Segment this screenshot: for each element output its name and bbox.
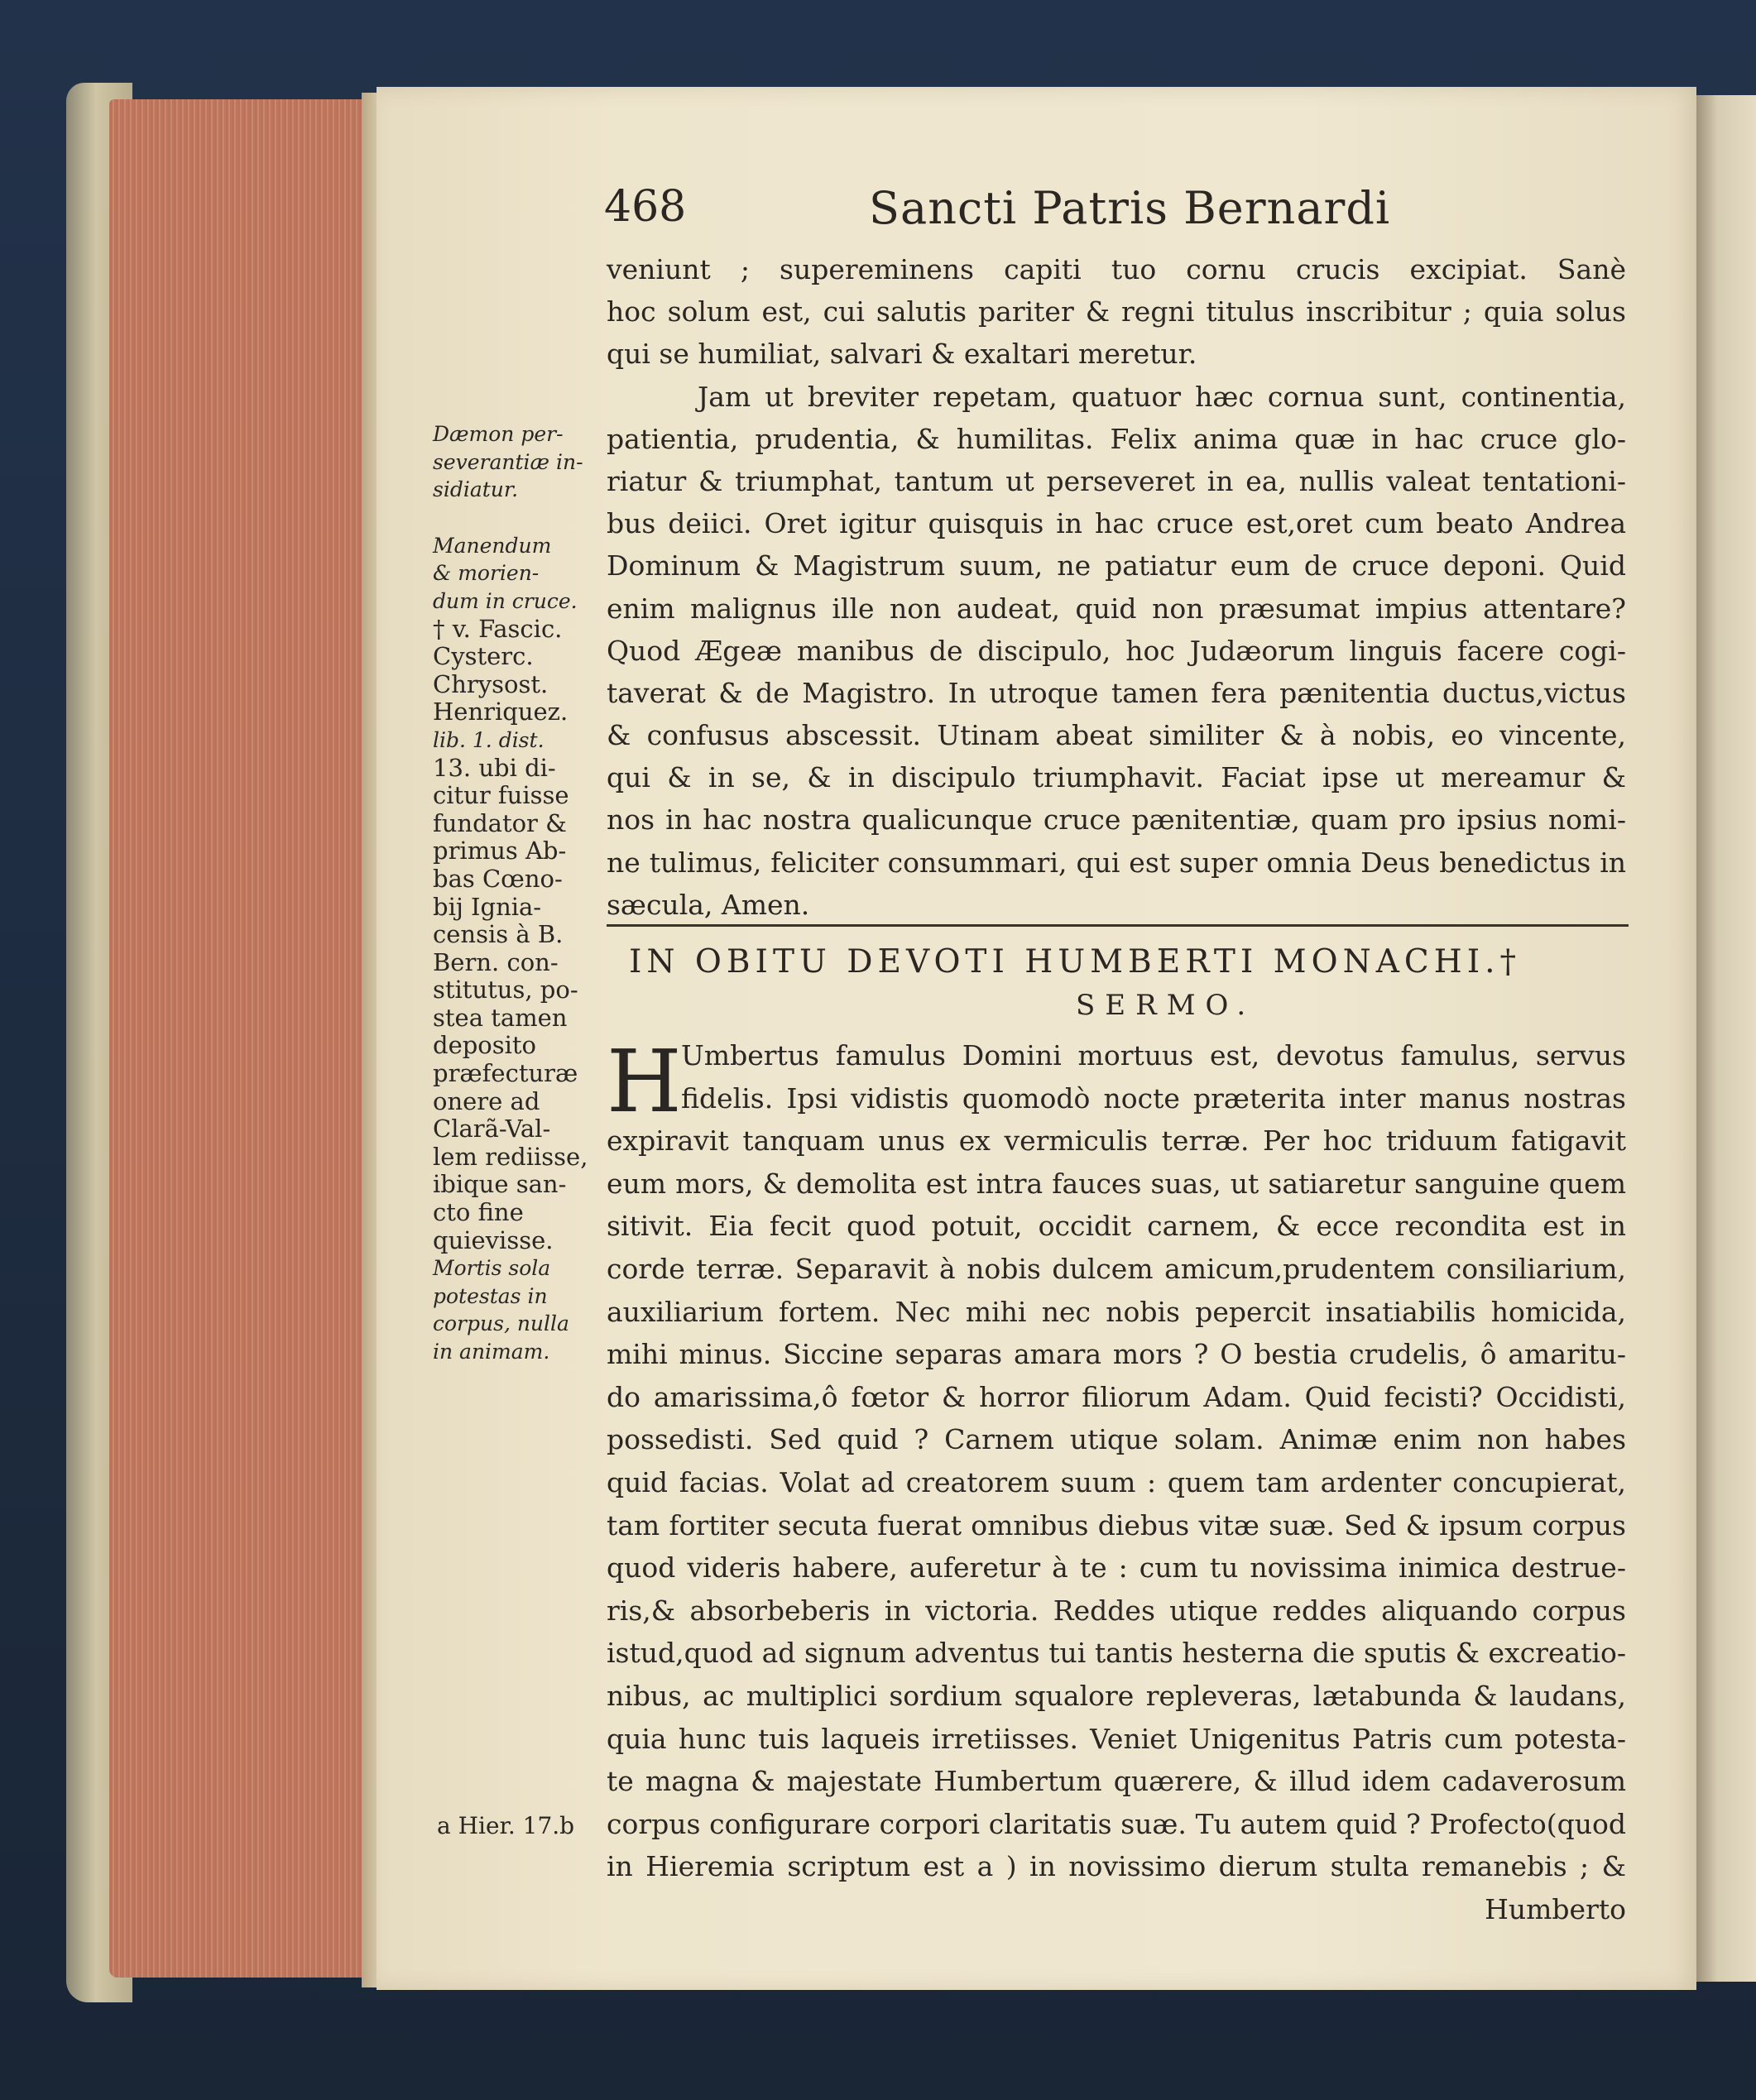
section-heading: IN OBITU DEVOTI HUMBERTI MONACHI.† xyxy=(629,943,1522,980)
margin-note-line: Cysterc. xyxy=(433,642,534,671)
text-line: expiravit tanquam unus ex vermiculis terræ. Per hoc triduum fatigavit xyxy=(607,1124,1626,1158)
text-line: Umbertus famulus Domini mortuus est, devotus famulus, servus xyxy=(681,1039,1626,1072)
margin-note-line: Henriquez. xyxy=(433,698,569,726)
drop-cap: H xyxy=(607,1031,682,1132)
margin-note-line: Dæmon per- xyxy=(433,422,564,446)
margin-note-line: Mortis sola xyxy=(433,1256,551,1281)
text-line: quid facias. Volat ad creatorem suum : quem tam ardenter concupierat, xyxy=(607,1465,1626,1498)
text-line: fidelis. Ipsi vidistis quomodò nocte præterita inter manus nostras xyxy=(681,1081,1626,1115)
margin-note-line: & morien- xyxy=(433,561,540,586)
margin-note-line: lem rediisse, xyxy=(433,1142,588,1171)
text-line: Dominum & Magistrum suum, ne patiatur eum de cruce deponi. Quid xyxy=(607,549,1626,583)
text-line: qui se humiliat, salvari & exaltari meretur. xyxy=(607,338,1197,371)
page-number: 468 xyxy=(604,182,687,232)
margin-note-line: censis à B. xyxy=(433,920,564,949)
margin-note-line: sidiatur. xyxy=(433,477,519,502)
next-page-edge xyxy=(1696,95,1756,1982)
text-line: ris,& absorbeberis in victoria. Reddes utique reddes aliquando corpus xyxy=(607,1594,1626,1627)
text-line: tam fortiter secuta fuerat omnibus diebus vitæ suæ. Sed & ipsum corpus xyxy=(607,1508,1626,1541)
text-line: nos in hac nostra qualicunque cruce pænitentiæ, quam pro ipsius nomi- xyxy=(607,803,1626,837)
text-line: corde terræ. Separavit à nobis dulcem amicum,prudentem consiliarium, xyxy=(607,1252,1626,1285)
margin-note-line: ibique san- xyxy=(433,1170,567,1199)
margin-note-line: 13. ubi di- xyxy=(433,753,556,782)
text-line: enim malignus ille non audeat, quid non præsumat impius attentare? xyxy=(607,592,1626,625)
main-text xyxy=(607,248,1626,926)
text-line: corpus configurare corpori claritatis suæ. Tu autem quid ? Profecto(quod xyxy=(607,1807,1626,1840)
section-rule xyxy=(607,924,1629,927)
margin-note-line: quievisse. xyxy=(433,1225,554,1254)
text-line: sitivit. Eia fecit quod potuit, occidit carnem, & ecce recondita est in xyxy=(607,1210,1626,1243)
margin-note-line: Clarã-Val- xyxy=(433,1115,551,1143)
text-line: quod videris habere, auferetur à te : cum tu novissima inimica destrue- xyxy=(607,1551,1626,1585)
text-line: istud,quod ad signum adventus tui tantis hesterna die sputis & excreatio- xyxy=(607,1637,1626,1670)
margin-note-line: bas Cœno- xyxy=(433,864,563,893)
sermon-text xyxy=(607,1031,1626,1930)
margin-note-line: dum in cruce. xyxy=(433,588,578,613)
margin-note-line: stea tamen xyxy=(433,1003,568,1032)
text-line: quia hunc tuis laqueis irretiisses. Veniet Unigenitus Patris cum potesta- xyxy=(607,1722,1626,1755)
margin-note-line: cto fine xyxy=(433,1198,524,1227)
margin-note-line: in animam. xyxy=(433,1340,550,1364)
text-line: in Hieremia scriptum est a ) in novissimo dierum stulta remanebis ; & xyxy=(607,1850,1626,1883)
text-line: taverat & de Magistro. In utroque tamen fera pænitentia ductus,victus xyxy=(607,676,1626,709)
margin-gap xyxy=(433,504,582,532)
text-line: qui & in se, & in discipulo triumphavit. Faciat ipse ut mereamur & xyxy=(607,761,1626,794)
margin-note-line: severantiæ in- xyxy=(433,449,583,474)
margin-note-line: lib. 1. dist. xyxy=(433,727,545,752)
text-line: eum mors, & demolita est intra fauces suas, ut satiaretur sanguine quem xyxy=(607,1167,1626,1200)
running-title: Sancti Patris Bernardi xyxy=(869,182,1391,234)
text-line: Quod Ægeæ manibus de discipulo, hoc Judæorum linguis facere cogi- xyxy=(607,634,1626,667)
text-line: mihi minus. Siccine separas amara mors ? O bestia crudelis, ô amaritu- xyxy=(607,1338,1626,1371)
text-line: bus deiici. Oret igitur quisquis in hac cruce est,oret cum beato Andrea xyxy=(607,507,1626,540)
text-line: riatur & triumphat, tantum ut perseveret in ea, nullis valeat tentationi- xyxy=(607,464,1626,497)
text-line: veniunt ; supereminens capiti tuo cornu crucis excipiat. Sanè xyxy=(607,253,1626,285)
margin-note-line: primus Ab- xyxy=(433,837,567,865)
text-line: auxiliarium fortem. Nec mihi nec nobis pepercit insatiabilis homicida, xyxy=(607,1295,1626,1328)
section-subheading: SERMO. xyxy=(1076,989,1256,1022)
text-line: nibus, ac multiplici sordium squalore repleveras, lætabunda & laudans, xyxy=(607,1679,1626,1712)
text-line: do amarissima,ô fœtor & horror filiorum Adam. Quid fecisti? Occidisti, xyxy=(607,1380,1626,1413)
margin-note-line: Manendum xyxy=(433,533,552,558)
margin-note-line: † v. Fascic. xyxy=(433,614,563,643)
margin-note-line: Bern. con- xyxy=(433,947,559,976)
text-line: sæcula, Amen. xyxy=(607,888,810,921)
text-line: te magna & majestate Humbertum quærere, & illud idem cadaverosum xyxy=(607,1765,1626,1798)
margin-note-line: potestas in xyxy=(433,1283,548,1308)
text-line: Jam ut breviter repetam, quatuor hæc cornua sunt, continentia, xyxy=(698,380,1626,413)
margin-note-line: deposito xyxy=(433,1031,537,1060)
text-line: hoc solum est, cui salutis pariter & regni titulus inscribitur ; quia solus xyxy=(607,295,1626,328)
text-line: possedisti. Sed quid ? Carnem utique solam. Animæ enim non habes xyxy=(607,1423,1626,1456)
running-head xyxy=(604,182,1630,248)
margin-note-line: onere ad xyxy=(433,1086,540,1115)
margin-notes xyxy=(433,420,588,1366)
text-line: & confusus abscessit. Utinam abeat similiter & à nobis, eo vincente, xyxy=(607,719,1626,752)
margin-note-line: corpus, nulla xyxy=(433,1311,569,1336)
margin-note-line: bij Ignia- xyxy=(433,892,542,921)
margin-note-line: stitutus, po- xyxy=(433,976,578,1004)
page-edges xyxy=(109,99,362,1978)
margin-note-line: fundator & xyxy=(433,808,567,837)
margin-note-line: præfecturæ xyxy=(433,1059,578,1088)
catchword: Humberto xyxy=(1485,1892,1626,1925)
margin-note-line: citur fuisse xyxy=(433,781,569,810)
footnote-reference: a Hier. 17.b xyxy=(437,1812,575,1839)
text-line: patientia, prudentia, & humilitas. Felix anima quæ in hac cruce glo- xyxy=(607,422,1626,455)
text-line: ne tulimus, feliciter consummari, qui est super omnia Deus benedictus in xyxy=(607,846,1626,879)
margin-note-line: Chrysost. xyxy=(433,669,549,698)
